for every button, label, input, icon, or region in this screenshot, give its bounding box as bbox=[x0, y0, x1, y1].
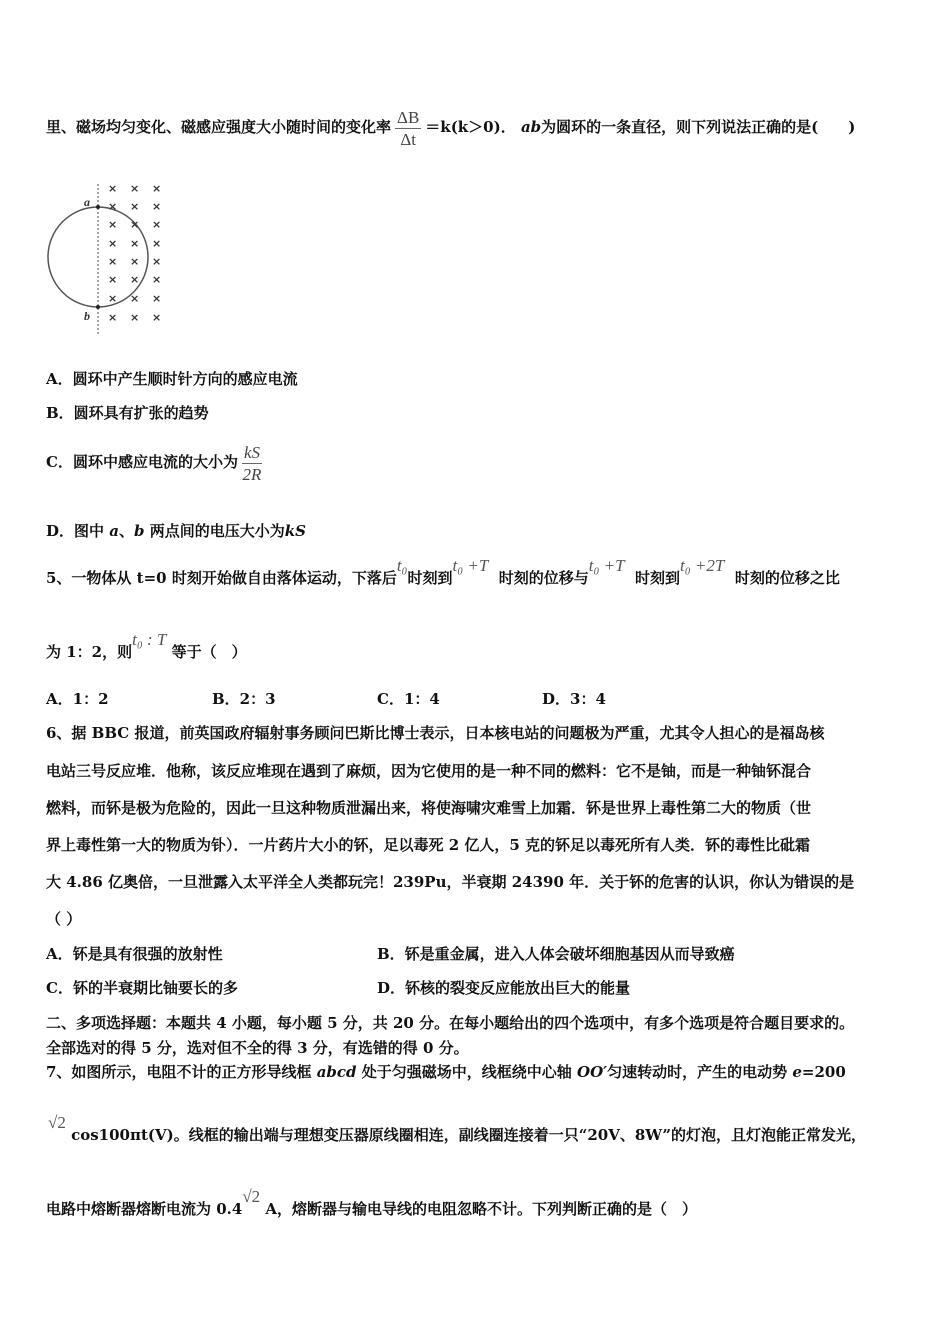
q4-stem-question: 为圆环的一条直径，则下列说法正确的是( ) bbox=[541, 118, 856, 136]
q4-figure-ring-in-field bbox=[44, 176, 169, 338]
field-cross-mark: × bbox=[152, 218, 162, 231]
text: 时刻的位移与 bbox=[498, 569, 589, 587]
text: 为 1：2，则 bbox=[46, 643, 133, 661]
var-e: e bbox=[792, 1063, 802, 1081]
q6-stem-line: （ ） bbox=[46, 910, 82, 928]
text: 7、如图所示，电阻不计的正方形导线框 bbox=[46, 1063, 312, 1081]
field-cross-mark: × bbox=[108, 237, 118, 250]
var-a: a bbox=[109, 522, 119, 540]
q4-stem bbox=[46, 107, 855, 149]
field-cross-mark: × bbox=[130, 292, 140, 305]
math-t0-plus-t: t₀ +T bbox=[452, 556, 489, 575]
field-cross-mark: × bbox=[108, 218, 118, 231]
fraction-numerator: kS bbox=[243, 442, 260, 462]
field-cross-mark: × bbox=[152, 273, 162, 286]
section2-instructions: 全部选对的得 5 分，选对但不全的得 3 分，有选错的得 0 分。 bbox=[46, 1039, 469, 1057]
field-cross-mark: × bbox=[108, 255, 118, 268]
text: 匀速转动时，产生的电动势 bbox=[607, 1063, 788, 1081]
math-ratio: t₀ : T bbox=[132, 630, 167, 649]
text: 处于匀强磁场中，线框绕中心轴 bbox=[361, 1063, 572, 1081]
field-cross-mark: × bbox=[108, 200, 118, 213]
field-cross-mark: × bbox=[130, 200, 140, 213]
field-cross-mark: × bbox=[108, 182, 118, 195]
q6-stem-line: 电站三号反应堆．他称，该反应堆现在遇到了麻烦，因为它使用的是一种不同的燃料：它不是铀，而是一种铀钚混合 bbox=[46, 762, 812, 780]
q4-option-d bbox=[46, 521, 306, 541]
q4-stem-ab: ab bbox=[520, 118, 542, 136]
point-b bbox=[96, 305, 100, 309]
field-cross-mark: × bbox=[152, 237, 162, 250]
q4-option-c-fraction bbox=[242, 443, 262, 484]
q7-stem-line1 bbox=[46, 1062, 846, 1082]
text: 5、一物体从 t=0 时刻开始做自由落体运动，下落后 bbox=[46, 569, 397, 587]
text: 时刻的位移之比 bbox=[734, 569, 840, 587]
field-cross-mark: × bbox=[130, 182, 140, 195]
q7-stem-line2 bbox=[48, 1113, 867, 1145]
math-sqrt2: √2 bbox=[48, 1113, 66, 1132]
text: 、 bbox=[118, 522, 134, 540]
text: 时刻到 bbox=[407, 569, 453, 587]
field-cross-mark: × bbox=[130, 218, 140, 231]
field-cross-mark: × bbox=[130, 255, 140, 268]
q4-rate-fraction bbox=[395, 108, 421, 149]
point-a bbox=[96, 205, 100, 209]
q6-stem-line: 6、据 BBC 报道，前英国政府辐射事务顾问巴斯比博士表示，日本核电站的问题极为严重，尤其令人担心的是福岛核 bbox=[46, 724, 825, 742]
text: 两点间的电压大小为 bbox=[149, 522, 285, 540]
math-t0-plus-2t: t₀ +2T bbox=[680, 556, 725, 575]
field-cross-mark: × bbox=[108, 311, 118, 324]
field-cross-mark: × bbox=[108, 273, 118, 286]
q5-stem-line1 bbox=[46, 556, 840, 588]
label-a: a bbox=[84, 195, 90, 209]
fraction-denominator: Δt bbox=[400, 129, 416, 149]
q7-stem-line3 bbox=[46, 1187, 698, 1219]
q5-option-d: D．3：4 bbox=[542, 690, 606, 708]
fraction-numerator: ΔB bbox=[397, 107, 420, 127]
math-sqrt2: √2 bbox=[242, 1187, 261, 1206]
q6-option-c: C．钚的半衰期比铀要长的多 bbox=[46, 979, 238, 997]
q6-option-a: A．钚是具有很强的放射性 bbox=[46, 945, 223, 963]
q6-stem-line: 燃料，而钚是极为危险的，因此一旦这种物质泄漏出来，将使海啸灾难雪上加霜．钚是世界上毒性第二大的物质（世 bbox=[46, 799, 812, 817]
q4-option-a: A．圆环中产生顺时针方向的感应电流 bbox=[46, 370, 298, 388]
q6-option-d: D．钚核的裂变反应能放出巨大的能量 bbox=[377, 979, 631, 997]
q5-option-c: C．1：4 bbox=[377, 690, 440, 708]
field-cross-mark: × bbox=[152, 255, 162, 268]
label-b: b bbox=[84, 309, 90, 323]
text: A，熔断器与输电导线的电阻忽略不计。下列判断正确的是（ ） bbox=[265, 1200, 698, 1218]
q4-stem-text: 里、磁场均匀变化、磁感应强度大小随时间的变化率 bbox=[46, 118, 392, 136]
q6-option-b: B．钚是重金属，进入人体会破坏细胞基因从而导致癌 bbox=[377, 945, 735, 963]
q4-option-c-text: C．圆环中感应电流的大小为 bbox=[46, 453, 238, 471]
field-cross-mark: × bbox=[130, 237, 140, 250]
field-cross-mark: × bbox=[152, 182, 162, 195]
field-cross-mark: × bbox=[152, 311, 162, 324]
q6-stem-line: 界上毒性第一大的物质为钋）．一片药片大小的钚，足以毒死 2 亿人，5 克的钚足以毒死所有人类．钚的毒性比砒霜 bbox=[46, 836, 811, 854]
text: 等于（ ） bbox=[171, 643, 247, 661]
field-cross-mark: × bbox=[152, 292, 162, 305]
q4-option-b: B．圆环具有扩张的趋势 bbox=[46, 404, 209, 422]
q5-option-b: B．2：3 bbox=[212, 690, 276, 708]
text: 时刻到 bbox=[635, 569, 681, 587]
var-ks: kS bbox=[284, 522, 306, 540]
text: D．图中 bbox=[46, 522, 105, 540]
field-cross-mark: × bbox=[130, 311, 140, 324]
text: 电路中熔断器熔断电流为 0.4 bbox=[46, 1200, 243, 1218]
var-axis: OO′ bbox=[577, 1063, 608, 1081]
q5-stem-line2 bbox=[46, 630, 247, 662]
q6-stem-line: 大 4.86 亿奥倍，一旦泄露入太平洋全人类都玩完！239Pu，半衰期 24390 年．关于钚的危害的认识，你认为错误的是 bbox=[46, 873, 855, 891]
q7-stem-line2-text: cos100πt(V)。线框的输出端与理想变压器原线圈相连，副线圈连接着一只“20V、8W”的灯泡，且灯泡能正常发光， bbox=[71, 1126, 867, 1144]
q4-option-c bbox=[46, 442, 266, 484]
math-t0-plus-t: t₀ +T bbox=[588, 556, 625, 575]
field-cross-mark: × bbox=[152, 200, 162, 213]
text: =200 bbox=[801, 1063, 846, 1081]
q5-option-a: A．1：2 bbox=[46, 690, 109, 708]
magnetic-field-marks bbox=[108, 182, 161, 324]
math-t0: t₀ bbox=[396, 556, 408, 575]
var-b: b bbox=[134, 522, 145, 540]
q4-stem-k: ＝k(k＞0)． bbox=[425, 118, 516, 136]
fraction-denominator: 2R bbox=[242, 464, 262, 484]
field-cross-mark: × bbox=[130, 273, 140, 286]
section2-heading: 二、多项选择题：本题共 4 小题，每小题 5 分，共 20 分。在每小题给出的四个选项中，有多个选项是符合题目要求的。 bbox=[46, 1014, 855, 1032]
field-cross-mark: × bbox=[108, 292, 118, 305]
var-abcd: abcd bbox=[316, 1063, 357, 1081]
